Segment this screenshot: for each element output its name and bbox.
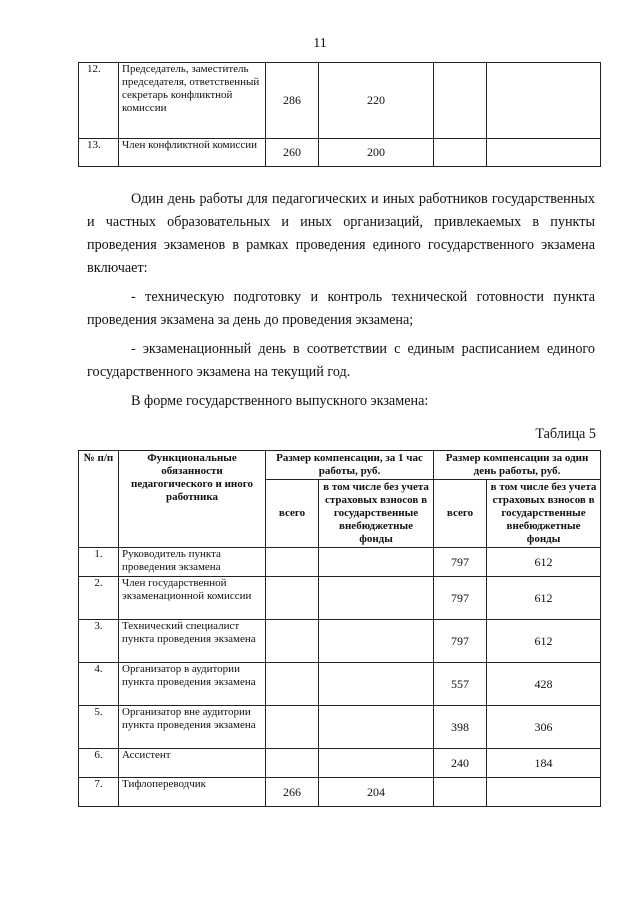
per-day-total [434, 63, 487, 139]
row-number: 2. [79, 577, 119, 620]
row-role: Председатель, заместитель председателя, ответственный секретарь конфликтной комиссии [119, 63, 266, 139]
per-day-net: 428 [487, 663, 601, 706]
per-day-total: 797 [434, 620, 487, 663]
per-hour-total [266, 663, 319, 706]
row-number: 13. [79, 139, 119, 167]
per-day-total [434, 139, 487, 167]
row-role: Член конфликтной комиссии [119, 139, 266, 167]
per-hour-total [266, 620, 319, 663]
table-row [79, 577, 601, 620]
header-day-total: всего [434, 480, 487, 548]
row-number: 4. [79, 663, 119, 706]
per-hour-net [319, 620, 434, 663]
per-hour-net [319, 577, 434, 620]
per-day-total: 797 [434, 577, 487, 620]
per-day-net: 612 [487, 620, 601, 663]
body-text [87, 188, 595, 413]
row-number: 12. [79, 63, 119, 139]
row-role: Член государственной экзаменационной комиссии [119, 577, 266, 620]
per-hour-net: 200 [319, 139, 434, 167]
per-day-net [487, 139, 601, 167]
per-day-total: 240 [434, 749, 487, 778]
paragraph: - техническую подготовку и контроль технической готовности пункта проведения экзамена за день до проведения экзамена; [87, 289, 595, 328]
paragraph: Один день работы для педагогических и иных работников государственных и частных образовательных и иных организаций, привлекаемых в пункты проведения экзаменов в рамках проведения единого государственного экзамена включает: [87, 191, 595, 276]
row-number: 5. [79, 706, 119, 749]
per-day-total: 797 [434, 548, 487, 577]
table-row [79, 620, 601, 663]
per-hour-total [266, 548, 319, 577]
row-role: Организатор в аудитории пункта проведения экзамена [119, 663, 266, 706]
row-number: 6. [79, 749, 119, 778]
table-row [79, 706, 601, 749]
paragraph: - экзаменационный день в соответствии с единым расписанием единого государственного экзамена на текущий год. [87, 341, 595, 380]
row-number: 1. [79, 548, 119, 577]
row-role: Тифлопереводчик [119, 778, 266, 807]
per-hour-net [319, 548, 434, 577]
per-hour-total [266, 749, 319, 778]
table-row [79, 663, 601, 706]
per-hour-net [319, 663, 434, 706]
paragraph: В форме государственного выпускного экзамена: [131, 393, 429, 409]
per-day-net [487, 778, 601, 807]
per-hour-net [319, 706, 434, 749]
per-hour-total [266, 706, 319, 749]
compensation-table-continued [78, 62, 601, 167]
per-day-net: 612 [487, 577, 601, 620]
table-caption: Таблица 5 [535, 426, 596, 442]
per-day-net [487, 63, 601, 139]
table-row [79, 778, 601, 807]
per-hour-net: 204 [319, 778, 434, 807]
per-day-net: 306 [487, 706, 601, 749]
row-number: 3. [79, 620, 119, 663]
per-hour-total [266, 577, 319, 620]
row-role: Технический специалист пункта проведения экзамена [119, 620, 266, 663]
table-row [79, 139, 601, 167]
row-role: Организатор вне аудитории пункта проведения экзамена [119, 706, 266, 749]
per-day-total [434, 778, 487, 807]
header-hour-group: Размер компенсации, за 1 час работы, руб. [266, 451, 434, 480]
per-day-total: 398 [434, 706, 487, 749]
table-header-row [79, 451, 601, 480]
table-row [79, 749, 601, 778]
row-role: Руководитель пункта проведения экзамена [119, 548, 266, 577]
row-role: Ассистент [119, 749, 266, 778]
per-day-net: 184 [487, 749, 601, 778]
row-number: 7. [79, 778, 119, 807]
header-hour-total: всего [266, 480, 319, 548]
table-row [79, 63, 601, 139]
per-hour-total: 266 [266, 778, 319, 807]
table-row [79, 548, 601, 577]
per-hour-net: 220 [319, 63, 434, 139]
header-num: № п/п [79, 451, 119, 548]
header-role: Функциональные обязанности педагогического и иного работника [119, 451, 266, 548]
page-number: 11 [313, 36, 327, 51]
header-day-net: в том числе без учета страховых взносов в государственные внебюджетные фонды [487, 480, 601, 548]
per-hour-total: 286 [266, 63, 319, 139]
per-hour-total: 260 [266, 139, 319, 167]
per-day-net: 612 [487, 548, 601, 577]
per-hour-net [319, 749, 434, 778]
header-hour-net: в том числе без учета страховых взносов в государственные внебюджетные фонды [319, 480, 434, 548]
per-day-total: 557 [434, 663, 487, 706]
header-day-group: Размер компенсации за один день работы, руб. [434, 451, 601, 480]
compensation-table-5 [78, 450, 601, 807]
